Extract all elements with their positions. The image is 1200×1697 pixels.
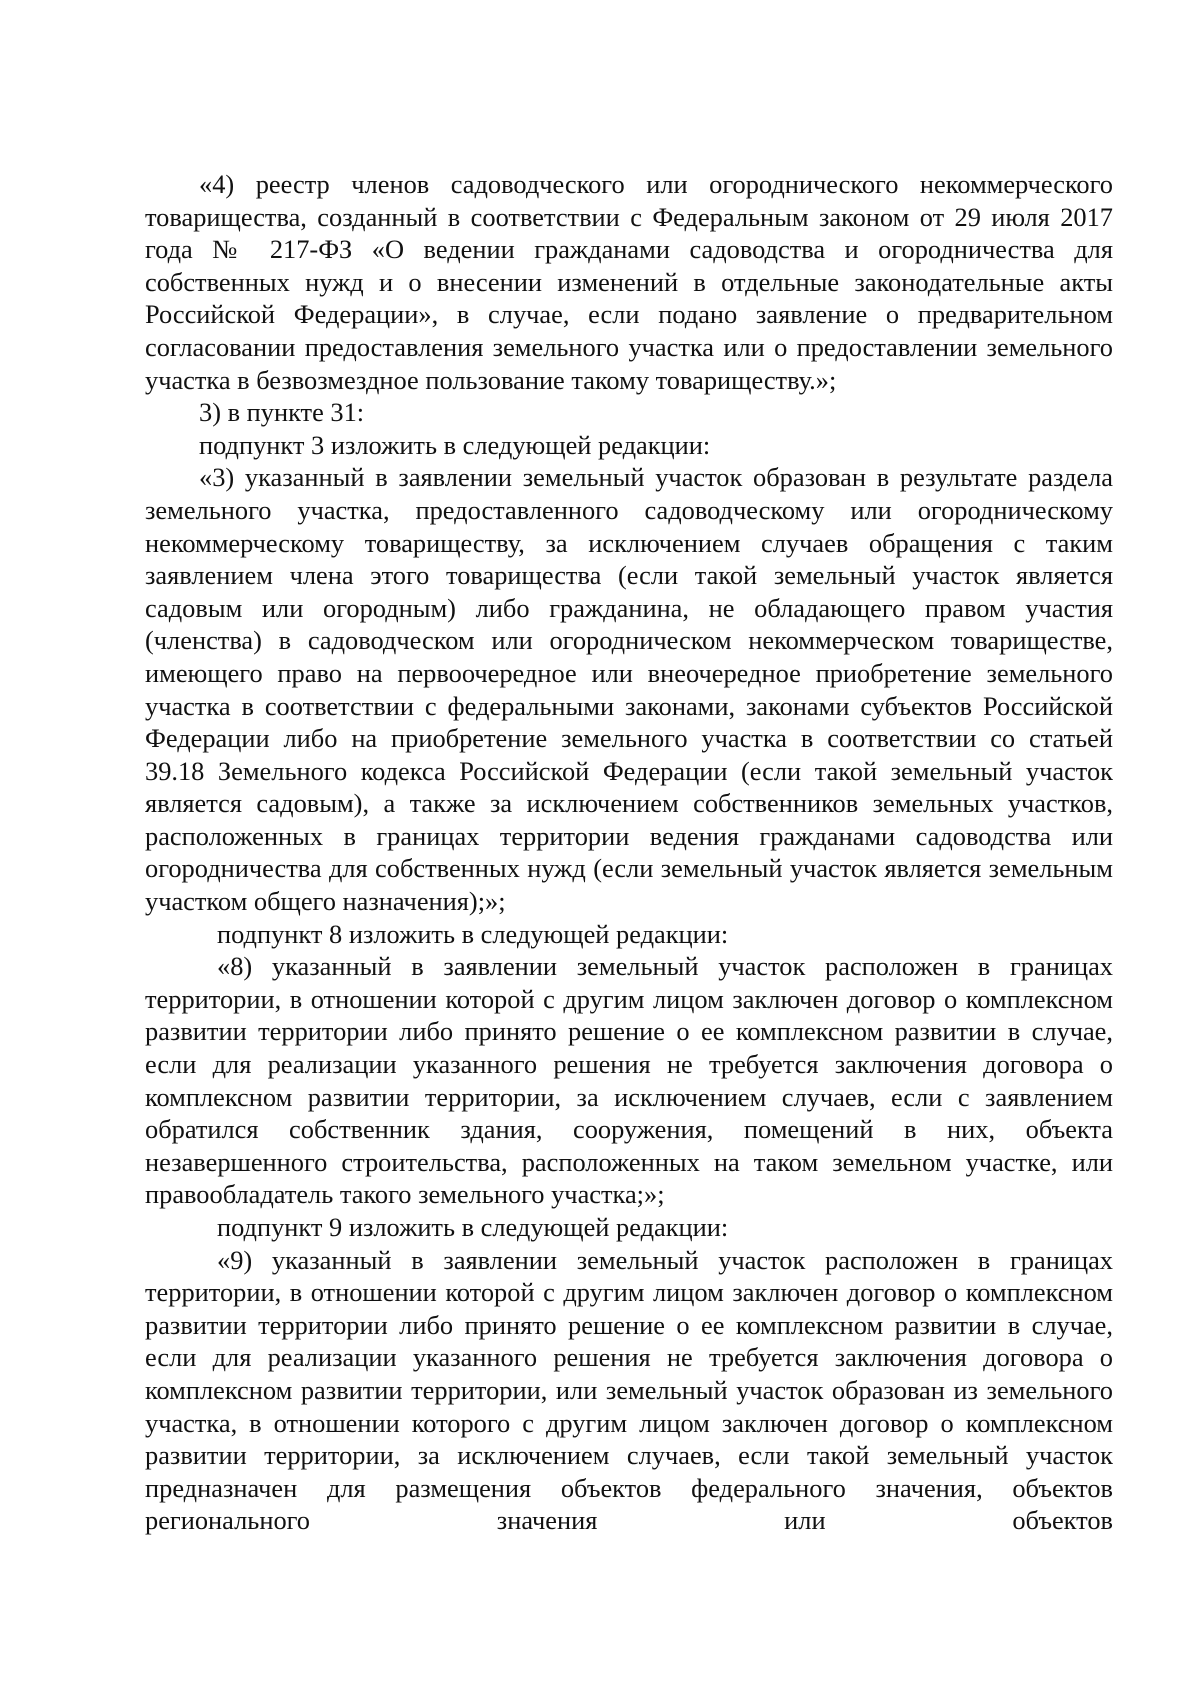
- paragraph-registry-item-4: «4) реестр членов садоводческого или огороднического некоммерческого товарищества, созданный в соответствии с Федеральным законом от 29 июля 2017 года № 217-ФЗ «О ведении гражданами садоводства и огородничества для собственных нужд и о внесении изменений в отдельные законодательные акты Российской Федерации», в случае, если подано заявление о предварительном согласовании предоставления земельного участка или о предоставлении земельного участка в безвозмездное пользование такому товариществу.»;: [145, 169, 1113, 395]
- paragraph-subpoint-8-text: «8) указанный в заявлении земельный участок расположен в границах территории, в отношении которой с другим лицом заключен договор о комплексном развитии территории либо принято решение о ее комплексном развитии в случае, если для реализации указанного решения не требуется заключения договора о комплексном развитии территории, за исключением случаев, если с заявлением обратился собственник здания, сооружения, помещений в них, объекта незавершенного строительства, расположенных на таком земельном участке, или правообладатель такого земельного участка;»;: [145, 951, 1113, 1210]
- document-page: [145, 168, 1113, 1537]
- paragraph-point-31-heading: 3) в пункте 31:: [199, 397, 365, 428]
- paragraph-subpoint-8-instruction: подпункт 8 изложить в следующей редакции:: [217, 918, 729, 949]
- paragraph-subpoint-9-text: «9) указанный в заявлении земельный участок расположен в границах территории, в отношении которой с другим лицом заключен договор о комплексном развитии территории либо принято решение о ее комплексном развитии в случае, если для реализации указанного решения не требуется заключения договора о комплексном развитии территории, или земельный участок образован из земельного участка, в отношении которого с другим лицом заключен договор о комплексном развитии территории, за исключением случаев, если такой земельный участок предназначен для размещения объектов федерального значения, объектов регионального значения или объектов: [145, 1244, 1113, 1536]
- paragraph-subpoint-9-instruction: подпункт 9 изложить в следующей редакции:: [217, 1212, 729, 1242]
- paragraph-subpoint-3-text: «3) указанный в заявлении земельный участок образован в результате раздела земельного участка, предоставленного садоводческому или огородническому некоммерческому товариществу, за исключением случаев обращения с таким заявлением члена этого товарищества (если такой земельный участок является садовым или огородным) либо гражданина, не обладающего правом участия (членства) в садоводческом или огородническом некоммерческом товариществе, имеющего право на первоочередное или внеочередное приобретение земельного участка в соответствии с федеральными законами, законами субъектов Российской Федерации либо на приобретение земельного участка в соответствии со статьей 39.18 Земельного кодекса Российской Федерации (если такой земельный участок является садовым), а также за исключением собственников земельных участков, расположенных в границах территории ведения гражданами садоводства или огородничества для собственных нужд (если земельный участок является земельным участком общего назначения);»;: [145, 462, 1113, 917]
- paragraph-subpoint-3-instruction: подпункт 3 изложить в следующей редакции:: [199, 429, 711, 460]
